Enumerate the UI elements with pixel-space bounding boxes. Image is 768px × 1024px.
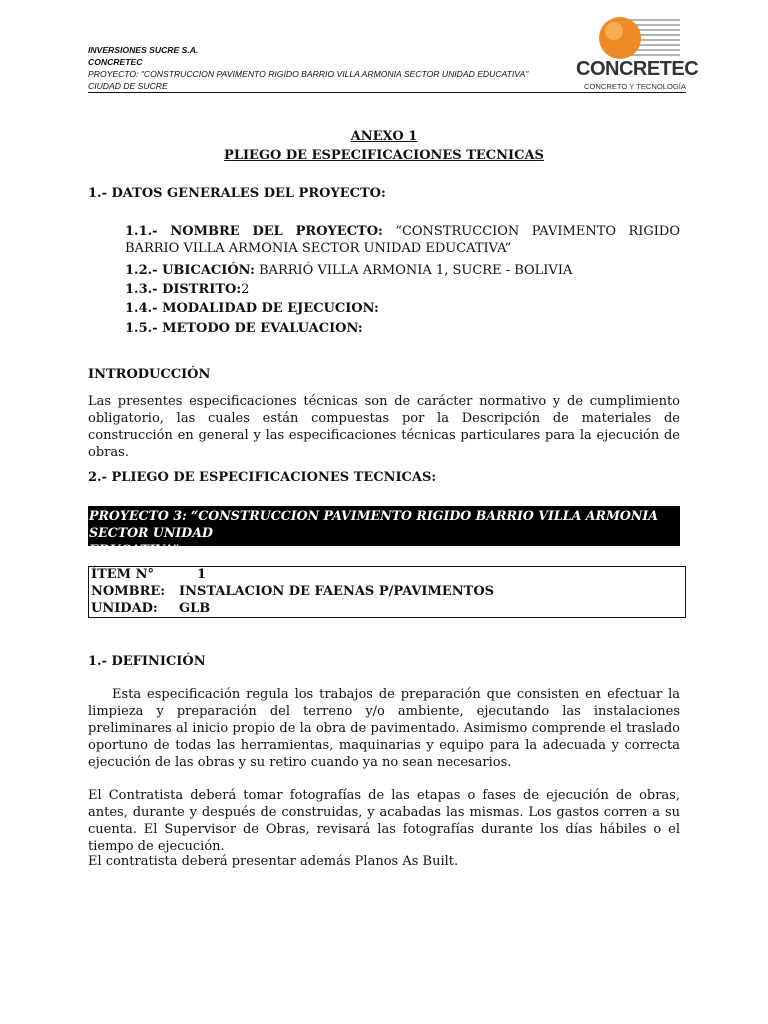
project-name-row xyxy=(125,223,680,257)
header-city: CIUDAD DE SUCRE xyxy=(88,81,168,91)
item-name-value: INSTALACION DE FAENAS P/PAVIMENTOS xyxy=(179,584,495,599)
definition-paragraph-2: El Contratista deberá tomar fotografías de las etapas o fases de ejecución de obras, antes, durante y después de construidas, y acabadas las mismas. Los gastos corren a su cuenta. El Supervisor de Obras, revisará las fotografías durante los días hábiles o el tiempo de ejecución. xyxy=(88,788,680,854)
page-header xyxy=(88,44,578,92)
project-banner xyxy=(88,506,680,557)
annex-title: ANEXO 1 xyxy=(350,129,418,144)
header-brand: CONCRETEC xyxy=(88,57,143,67)
item-unit-value: GLB xyxy=(179,601,211,616)
location-value: BARRIÓ VILLA ARMONIA 1, SUCRE - BOLIVIA xyxy=(254,263,573,278)
introduction-paragraph: Las presentes especificaciones técnicas son de carácter normativo y de cumplimiento obligatorio, las cuales están compuestas por la Descripción de materiales de construcción en general y las especificaciones técnicas particulares para la ejecución de obras. xyxy=(88,394,680,460)
introduction-heading: INTRODUCCIÓN xyxy=(88,367,211,382)
district-value: 2 xyxy=(241,282,250,297)
document-subtitle: PLIEGO DE ESPECIFICACIONES TECNICAS xyxy=(224,148,544,163)
section-1-heading: 1.- DATOS GENERALES DEL PROYECTO: xyxy=(88,186,386,201)
section-2-heading: 2.- PLIEGO DE ESPECIFICACIONES TECNICAS: xyxy=(88,470,437,485)
banner-line-2: EDUCATIVA” xyxy=(89,542,180,557)
location-row xyxy=(125,262,680,279)
project-name-label: 1.1.- NOMBRE DEL PROYECTO: xyxy=(125,224,383,239)
district-row xyxy=(125,281,680,298)
logo-tagline: CONCRETO Y TECNOLOGÍA xyxy=(584,82,686,91)
concretec-logo xyxy=(576,12,699,94)
definition-paragraph-3: El contratista deberá presentar además Planos As Built. xyxy=(88,854,459,869)
item-unit-label: UNIDAD: xyxy=(91,601,158,616)
definition-heading: 1.- DEFINICIÓN xyxy=(88,654,206,669)
item-info-box xyxy=(88,566,686,618)
item-name-label: NOMBRE: xyxy=(91,584,166,599)
logo-word: CONCRETEC xyxy=(576,58,699,80)
location-label: 1.2.- UBICACIÓN: xyxy=(125,263,255,278)
execution-mode-label: 1.4.- MODALIDAD DE EJECUCION: xyxy=(125,301,379,316)
header-company: INVERSIONES SUCRE S.A. xyxy=(88,45,199,55)
definition-paragraph-1 xyxy=(88,686,680,771)
project-name-value: “CONSTRUCCION PAVIMENTO RIGIDO BARRIO VILLA ARMONIA SECTOR UNIDAD EDUCATIVA” xyxy=(125,224,680,256)
item-number-label: ÍTEM N° xyxy=(91,567,154,582)
definition-paragraph-1-text: Esta especificación regula los trabajos de preparación que consisten en efectuar la limpieza y preparación del terreno y/o ambiente, ejecutando las instalaciones preliminares al inicio propio de la obra de pavimentado. Asimismo comprende el traslado oportuno de todas las herramientas, maquinarias y equipo para la adecuada y correcta ejecución de las obras y su retiro cuando ya no sean necesarios. xyxy=(88,687,680,770)
banner-line-1: PROYECTO 3: “CONSTRUCCION PAVIMENTO RIGIDO BARRIO VILLA ARMONIA SECTOR UNIDAD xyxy=(89,508,659,540)
district-label: 1.3.- DISTRITO: xyxy=(125,282,242,297)
header-project: PROYECTO: "CONSTRUCCION PAVIMENTO RIGIDO BARRIO VILLA ARMONIA SECTOR UNIDAD EDUCATIVA" xyxy=(88,69,529,79)
evaluation-method-label: 1.5.- METODO DE EVALUACION: xyxy=(125,321,363,336)
item-number-value: 1 xyxy=(197,567,207,582)
